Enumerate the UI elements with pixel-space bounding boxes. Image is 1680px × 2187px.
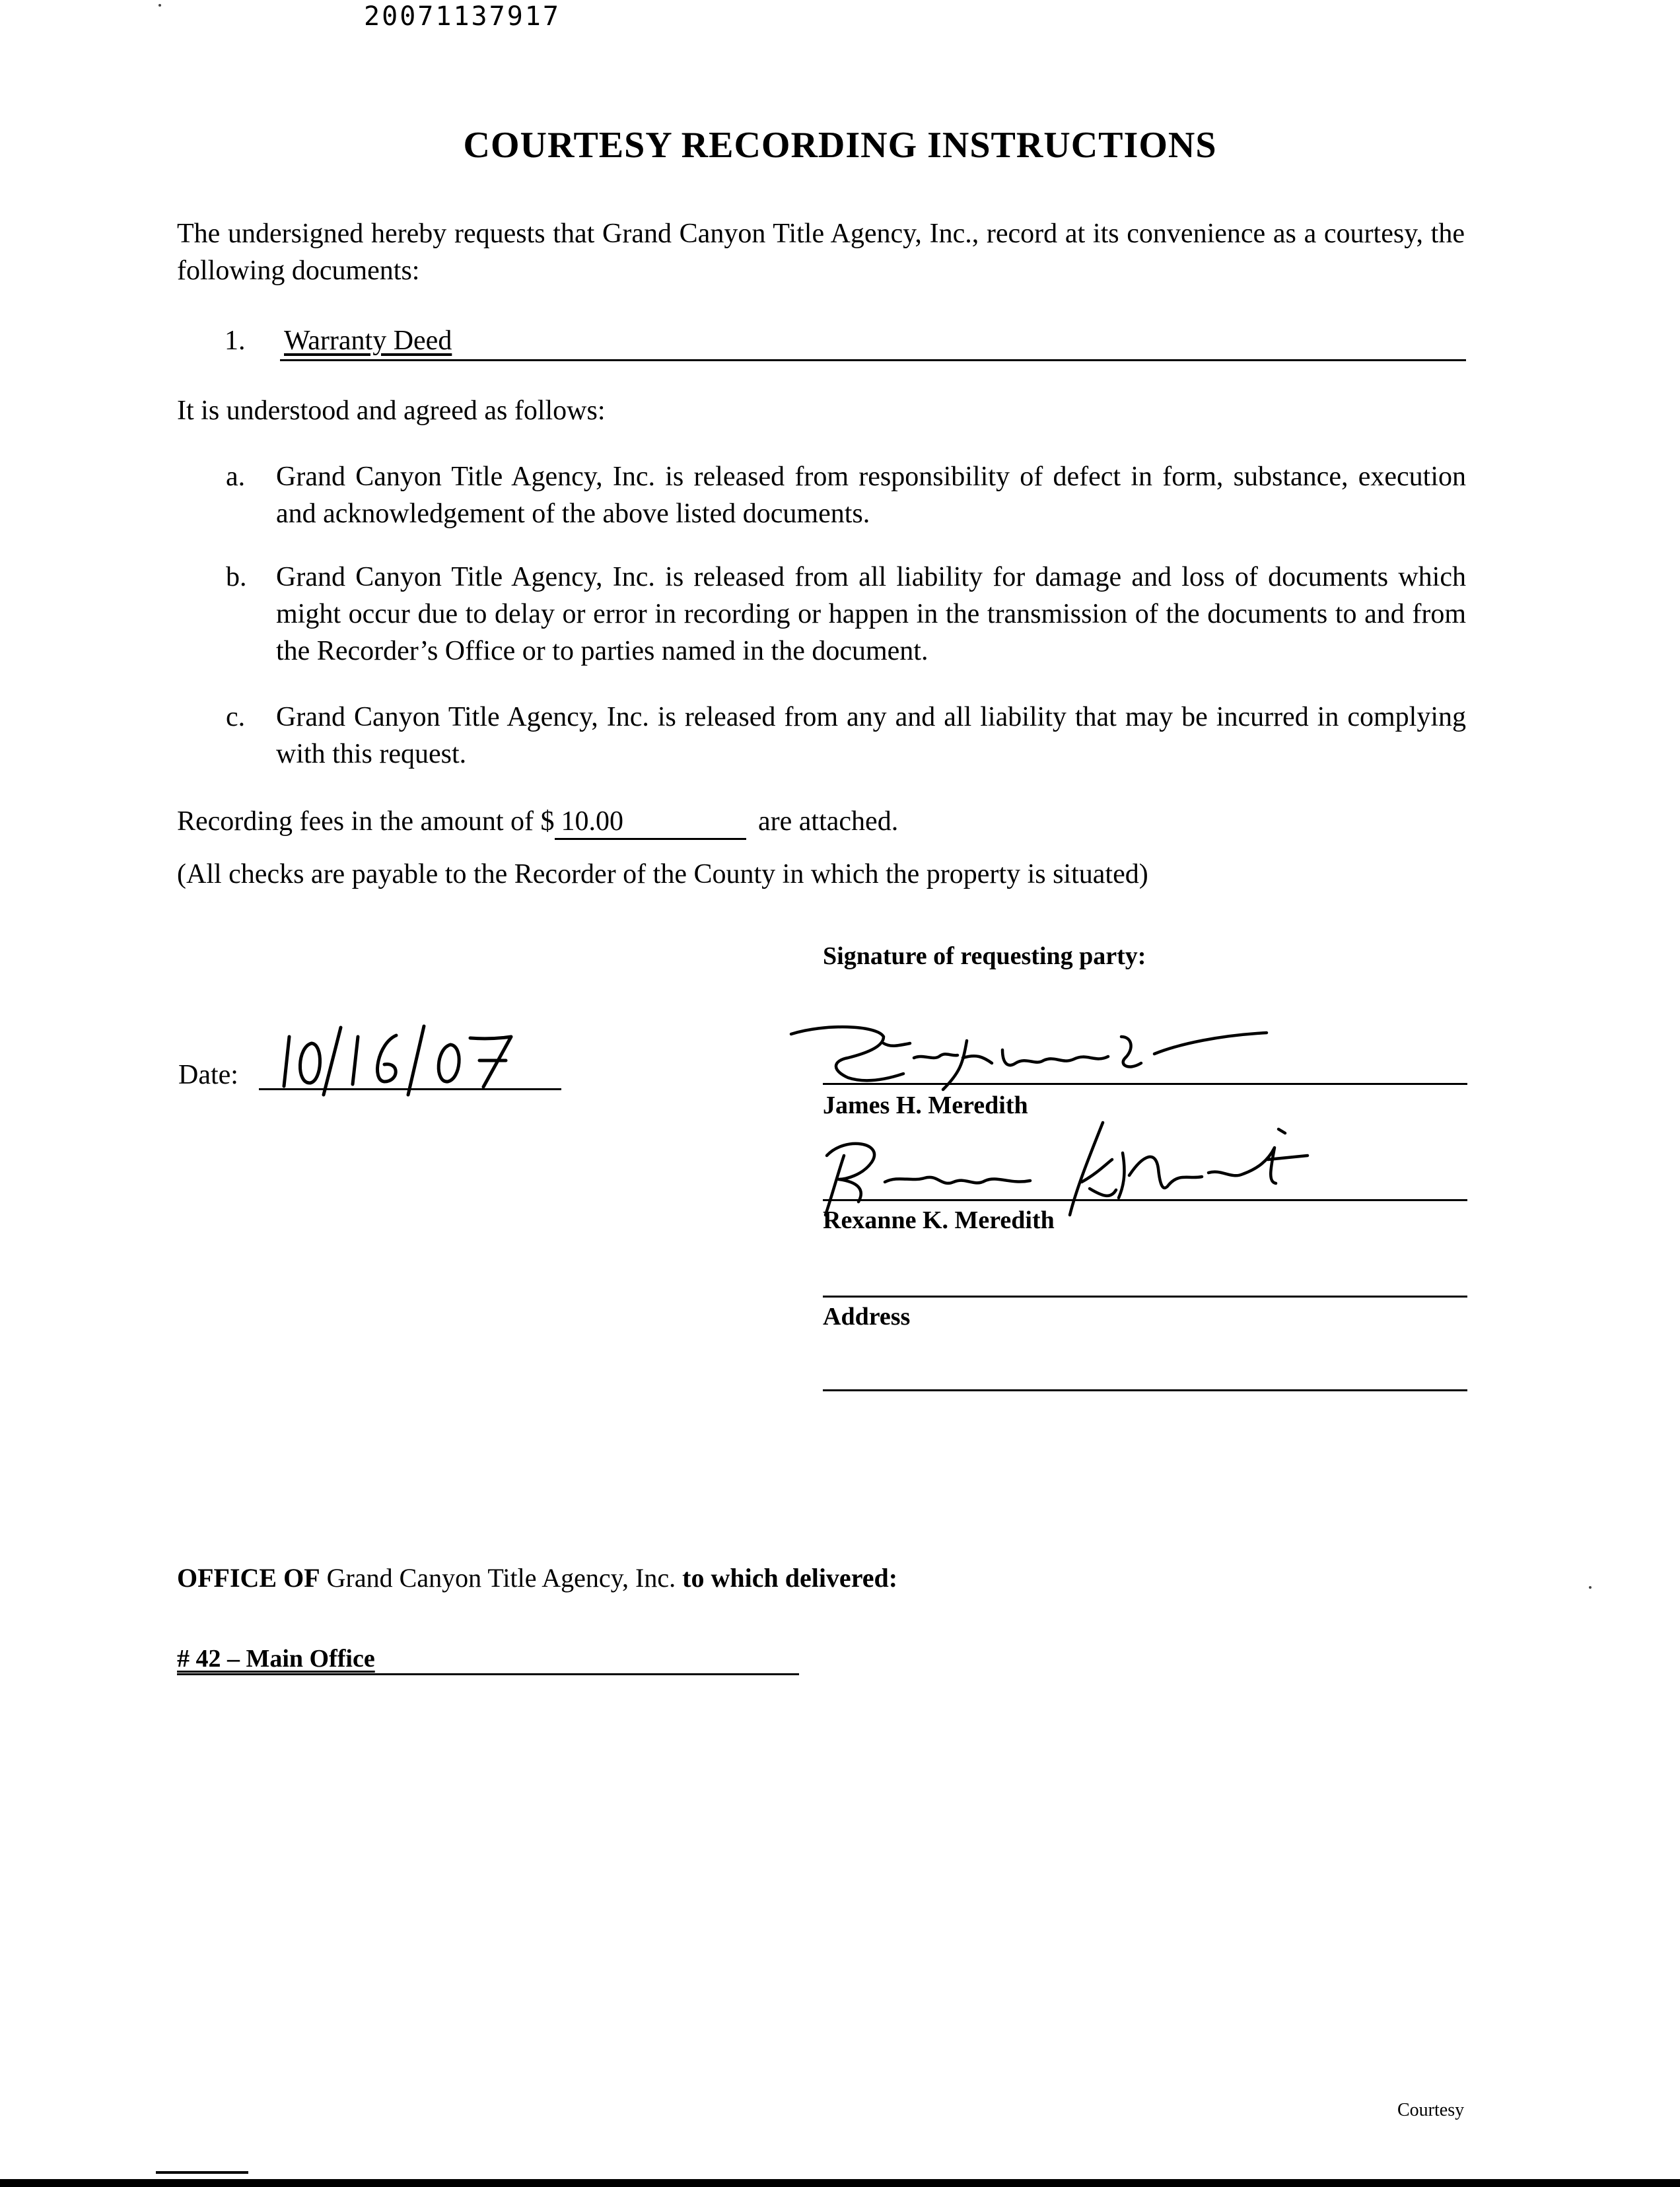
document-title: COURTESY RECORDING INSTRUCTIONS xyxy=(463,125,1217,166)
scan-speck xyxy=(1589,1586,1592,1589)
address-label: Address xyxy=(823,1303,911,1331)
checks-note: (All checks are payable to the Recorder of the County in which the property is situated) xyxy=(177,859,1148,889)
document-item-value: Warranty Deed xyxy=(284,326,452,356)
signature-heading: Signature of requesting party: xyxy=(823,942,1146,970)
fees-suffix: are attached. xyxy=(758,806,899,837)
signer-name-2: Rexanne K. Meredith xyxy=(823,1206,1055,1234)
clause-letter-a: a. xyxy=(226,462,246,492)
intro-paragraph: The undersigned hereby requests that Grand Canyon Title Agency, Inc., record at its convenience as a courtesy, the following documents: xyxy=(177,219,1465,286)
handwritten-date xyxy=(277,1010,528,1109)
office-value-line xyxy=(177,1673,799,1675)
footer-tag: Courtesy xyxy=(1397,2100,1465,2120)
clause-text-a: Grand Canyon Title Agency, Inc. is released from responsibility of defect in form, substance, execution and acknowledgement of the above listed documents. xyxy=(276,462,1466,529)
clause-text-b: Grand Canyon Title Agency, Inc. is released from all liability for damage and loss of documents which might occur due to delay or error in recording or happen in the transmission of the documents to and from the Recorder’s Office or to parties named in the document. xyxy=(276,562,1466,666)
recording-fees-line xyxy=(177,803,898,840)
signature-james xyxy=(785,1017,1273,1103)
clause-letter-b: b. xyxy=(226,562,247,592)
scan-speck xyxy=(158,4,161,7)
office-prefix: OFFICE OF xyxy=(177,1563,320,1593)
clause-text-c: Grand Canyon Title Agency, Inc. is released from any and all liability that may be incurred in complying with this request. xyxy=(276,702,1466,769)
signer-name-1: James H. Meredith xyxy=(823,1092,1028,1119)
date-label: Date: xyxy=(178,1060,238,1090)
address-line-1 xyxy=(823,1296,1467,1298)
office-value: # 42 – Main Office xyxy=(177,1645,375,1673)
fees-amount-field xyxy=(555,805,746,840)
bottom-border xyxy=(0,2179,1680,2187)
signature-line-2 xyxy=(823,1199,1467,1201)
agreement-intro: It is understood and agreed as follows: xyxy=(177,396,606,426)
document-item-number: 1. xyxy=(225,326,246,356)
office-agency: Grand Canyon Title Agency, Inc. xyxy=(326,1563,676,1593)
address-line-2 xyxy=(823,1389,1467,1391)
document-number: 20071137917 xyxy=(364,1,561,32)
office-suffix: to which delivered: xyxy=(682,1563,898,1593)
signature-line-1 xyxy=(823,1083,1467,1085)
fees-amount: 10.00 xyxy=(561,806,624,837)
document-item-line xyxy=(280,322,1466,361)
clause-letter-c: c. xyxy=(226,702,246,732)
bottom-tick-mark xyxy=(156,2171,248,2174)
fees-prefix: Recording fees in the amount of $ xyxy=(177,806,555,837)
office-delivered-line xyxy=(177,1562,897,1593)
